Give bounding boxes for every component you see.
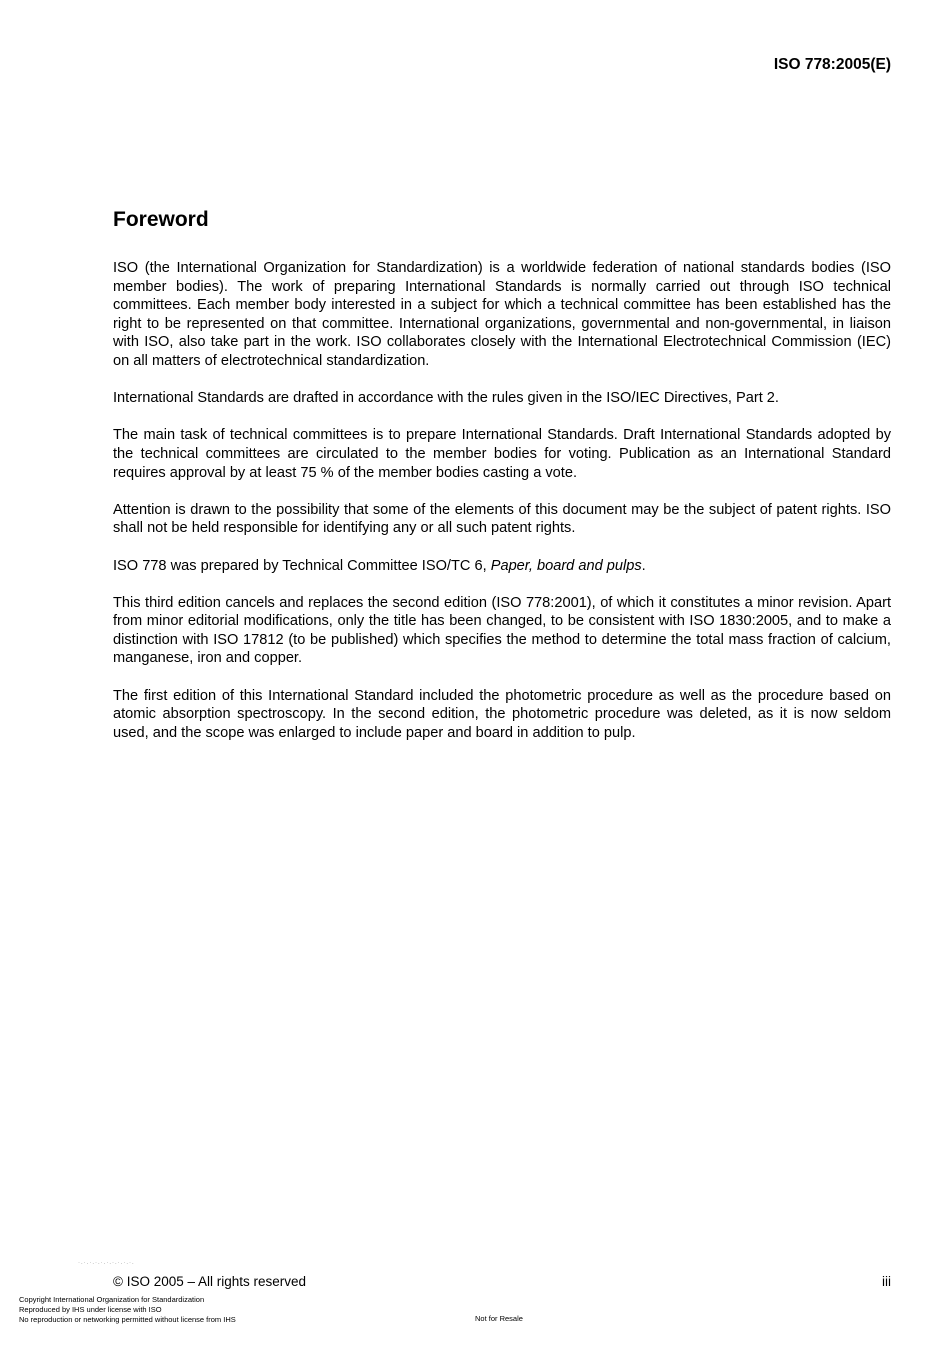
page-number: iii	[882, 1274, 891, 1289]
document-id-header: ISO 778:2005(E)	[773, 56, 891, 73]
license-line: Reproduced by IHS under license with ISO	[19, 1305, 162, 1314]
committee-title: Paper, board and pulps	[490, 557, 642, 574]
paragraph: This third edition cancels and replaces the second edition (ISO 778:2001), of which it constitutes a minor revision. Apart from minor editorial modifications, only the title has been changed, to be consistent with ISO 1830:2005, and to make a distinction with ISO 17812 (to be published) which specifies the method to determine the total mass fraction of calcium, manganese, iron and copper.	[113, 594, 891, 667]
paragraph-tail: .	[641, 557, 646, 574]
decorative-dots: ·.·.·.·.·.·.·.·.·.·.	[78, 1260, 135, 1266]
paragraph: ISO (the International Organization for Standardization) is a worldwide federation of national standards bodies (ISO member bodies). The work of preparing International Standards is normally carried out through ISO technical committees. Each member body interested in a subject for which a technical committee has been established has the right to be represented on that committee. International organizations, governmental and non-governmental, in liaison with ISO, also take part in the work. ISO collaborates closely with the International Electrotechnical Commission (IEC) on all matters of electrotechnical standardization.	[113, 260, 891, 369]
paragraph-text: ISO 778 was prepared by Technical Committee ISO/TC 6,	[113, 557, 491, 574]
section-title: Foreword	[113, 208, 209, 231]
paragraph: International Standards are drafted in accordance with the rules given in the ISO/IEC Directives, Part 2.	[113, 390, 779, 407]
paragraph: Attention is drawn to the possibility that some of the elements of this document may be the subject of patent rights. ISO shall not be held responsible for identifying any or all such patent rights.	[113, 501, 891, 537]
not-for-resale: Not for Resale	[475, 1314, 523, 1323]
license-line: Copyright International Organization for Standardization	[19, 1295, 205, 1304]
paragraph: The first edition of this International Standard included the photometric procedure as well as the procedure based on atomic absorption spectroscopy. In the second edition, the photometric procedure was deleted, as it is now seldom used, and the scope was enlarged to include paper and board in addition to pulp.	[113, 687, 891, 741]
paragraph: The main task of technical committees is to prepare International Standards. Draft International Standards adopted by the technical committees are circulated to the member bodies for voting. Publication as an International Standard requires approval by at least 75 % of the member bodies casting a vote.	[113, 427, 891, 481]
license-line: No reproduction or networking permitted without license from IHS	[19, 1315, 236, 1324]
copyright-footer: © ISO 2005 – All rights reserved	[113, 1274, 307, 1289]
foreword-body	[113, 259, 891, 761]
paragraph	[113, 557, 891, 576]
